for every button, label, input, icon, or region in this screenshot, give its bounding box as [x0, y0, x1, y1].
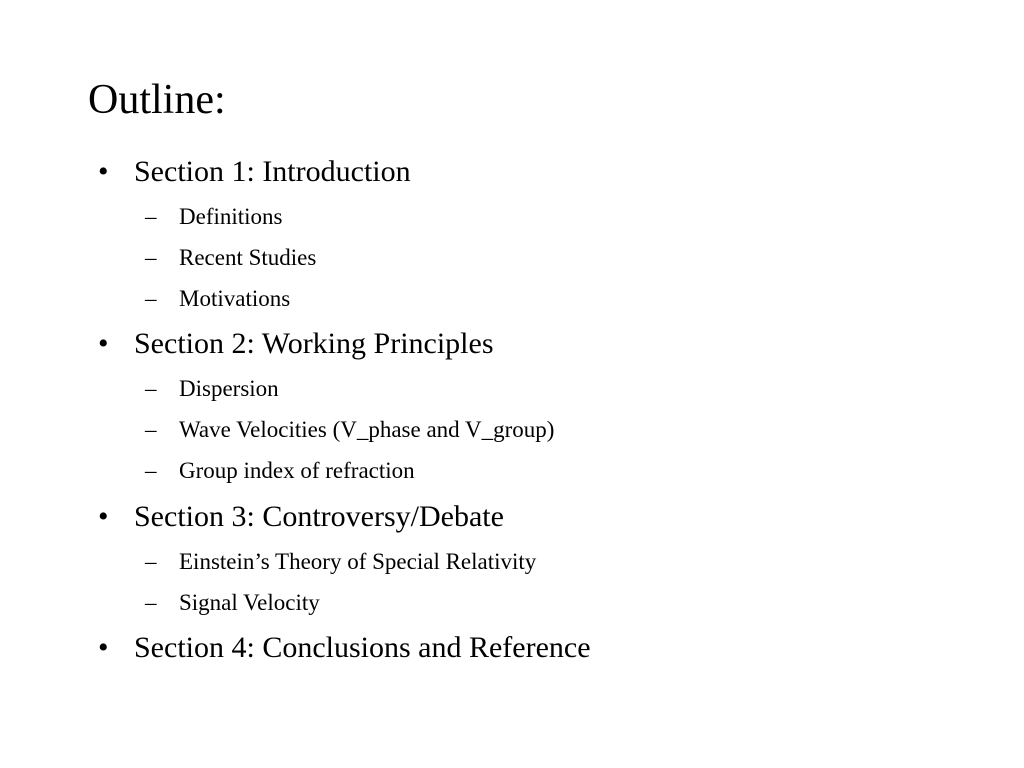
- bullet-marker: •: [98, 155, 109, 188]
- section-2-label: Section 2: Working Principles: [134, 327, 494, 360]
- dash-marker: –: [145, 549, 157, 574]
- subitem-group-index: [145, 457, 415, 485]
- section-4-label: Section 4: Conclusions and Reference: [134, 631, 591, 664]
- section-3-item: [98, 500, 504, 534]
- dash-marker: –: [145, 458, 157, 483]
- dash-marker: –: [145, 245, 157, 270]
- subitem-wave-velocities: [145, 416, 554, 444]
- bullet-marker: •: [98, 631, 109, 664]
- slide-title: Outline:: [88, 77, 226, 123]
- section-4-item: [98, 631, 591, 665]
- subitem-label: Signal Velocity: [179, 590, 320, 615]
- dash-marker: –: [145, 286, 157, 311]
- section-1-item: [98, 155, 411, 189]
- subitem-signal-velocity: [145, 589, 320, 617]
- subitem-special-relativity: [145, 548, 536, 576]
- subitem-label: Recent Studies: [179, 245, 317, 270]
- section-2-item: [98, 327, 494, 361]
- section-3-label: Section 3: Controversy/Debate: [134, 500, 504, 533]
- dash-marker: –: [145, 376, 157, 401]
- bullet-marker: •: [98, 500, 109, 533]
- subitem-label: Motivations: [179, 286, 291, 311]
- dash-marker: –: [145, 590, 157, 615]
- subitem-definitions: [145, 203, 283, 231]
- subitem-motivations: [145, 285, 290, 313]
- subitem-recent-studies: [145, 244, 316, 272]
- subitem-dispersion: [145, 375, 279, 403]
- bullet-marker: •: [98, 327, 109, 360]
- subitem-label: Definitions: [179, 204, 283, 229]
- subitem-label: Wave Velocities (V_phase and V_group): [179, 417, 555, 442]
- dash-marker: –: [145, 204, 157, 229]
- subitem-label: Dispersion: [179, 376, 279, 401]
- subitem-label: Einstein’s Theory of Special Relativity: [179, 549, 537, 574]
- dash-marker: –: [145, 417, 157, 442]
- section-1-label: Section 1: Introduction: [134, 155, 411, 188]
- subitem-label: Group index of refraction: [179, 458, 415, 483]
